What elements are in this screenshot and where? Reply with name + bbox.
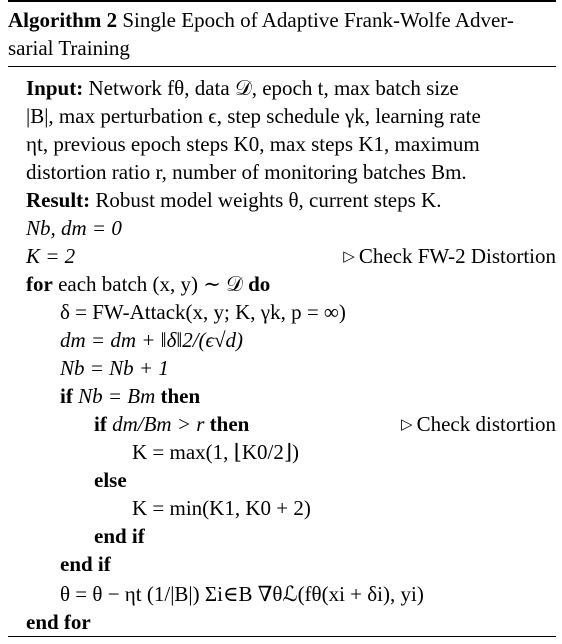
then-keyword-inner: then (209, 412, 250, 436)
algorithm-title (8, 6, 556, 62)
comment-fw2-text: Check FW-2 Distortion (358, 244, 556, 268)
input-line-1 (26, 74, 459, 102)
input-line-2: |B|, max perturbation ϵ, step schedule γk, learning rate (26, 104, 481, 128)
input-label: Input: (26, 76, 84, 100)
result-line (26, 186, 441, 214)
for-line (26, 270, 270, 298)
if-inner-condition: dm/Bm > r (112, 412, 205, 436)
for-keyword: for (26, 272, 53, 296)
input-text-1: Network fθ, data 𝒟, epoch t, max batch size (88, 76, 459, 100)
top-rule (8, 0, 556, 2)
end-if-outer-line: end if (60, 552, 111, 576)
algorithm-title-text-2: sarial Training (8, 36, 130, 60)
for-text: each batch (x, y) ∼ 𝒟 (58, 272, 243, 296)
title-rule (8, 66, 556, 67)
do-keyword: do (248, 272, 271, 296)
algorithm-title-text-1: Single Epoch of Adaptive Frank-Wolfe Adver- (122, 8, 514, 32)
comment-triangle-icon: ▷ (343, 249, 355, 265)
delta-line: δ = FW-Attack(x, y; K, γk, p = ∞) (60, 300, 346, 324)
comment-triangle-icon-2: ▷ (401, 417, 413, 433)
end-for-line: end for (26, 610, 91, 634)
k-min-line: K = min(K1, K0 + 2) (132, 496, 311, 520)
comment-fw2 (343, 242, 556, 271)
end-if-inner-line: end if (94, 524, 145, 548)
k-max-line: K = max(1, ⌊K0/2⌋) (132, 440, 300, 464)
nb-update-line: Nb = Nb + 1 (60, 356, 169, 380)
result-label: Result: (26, 188, 91, 212)
if-inner-line (94, 410, 249, 438)
theta-update-line: θ = θ − ηt (1/|B|) Σi∈B ∇θℒ(fθ(xi + δi), yi) (60, 582, 424, 606)
if-outer-line (60, 382, 200, 410)
comment-distortion-text: Check distortion (416, 412, 556, 436)
bottom-rule (8, 636, 556, 637)
algorithm-label: Algorithm 2 (8, 8, 118, 32)
input-line-4: distortion ratio r, number of monitoring batches Bm. (26, 160, 467, 184)
input-line-3: ηt, previous epoch steps K0, max steps K1, maximum (26, 132, 480, 156)
init-line-1: Nb, dm = 0 (26, 216, 122, 240)
if-outer-condition: Nb = Bm (78, 384, 156, 408)
comment-distortion (401, 410, 556, 439)
result-text: Robust model weights θ, current steps K. (95, 188, 442, 212)
else-line: else (94, 468, 127, 492)
dm-update-line: dm = dm + ‖δ‖2/(ϵ√d) (60, 328, 244, 352)
if-outer-keyword: if (60, 384, 73, 408)
then-keyword-outer: then (160, 384, 201, 408)
if-inner-keyword: if (94, 412, 107, 436)
init-line-2-code: K = 2 (26, 244, 76, 268)
